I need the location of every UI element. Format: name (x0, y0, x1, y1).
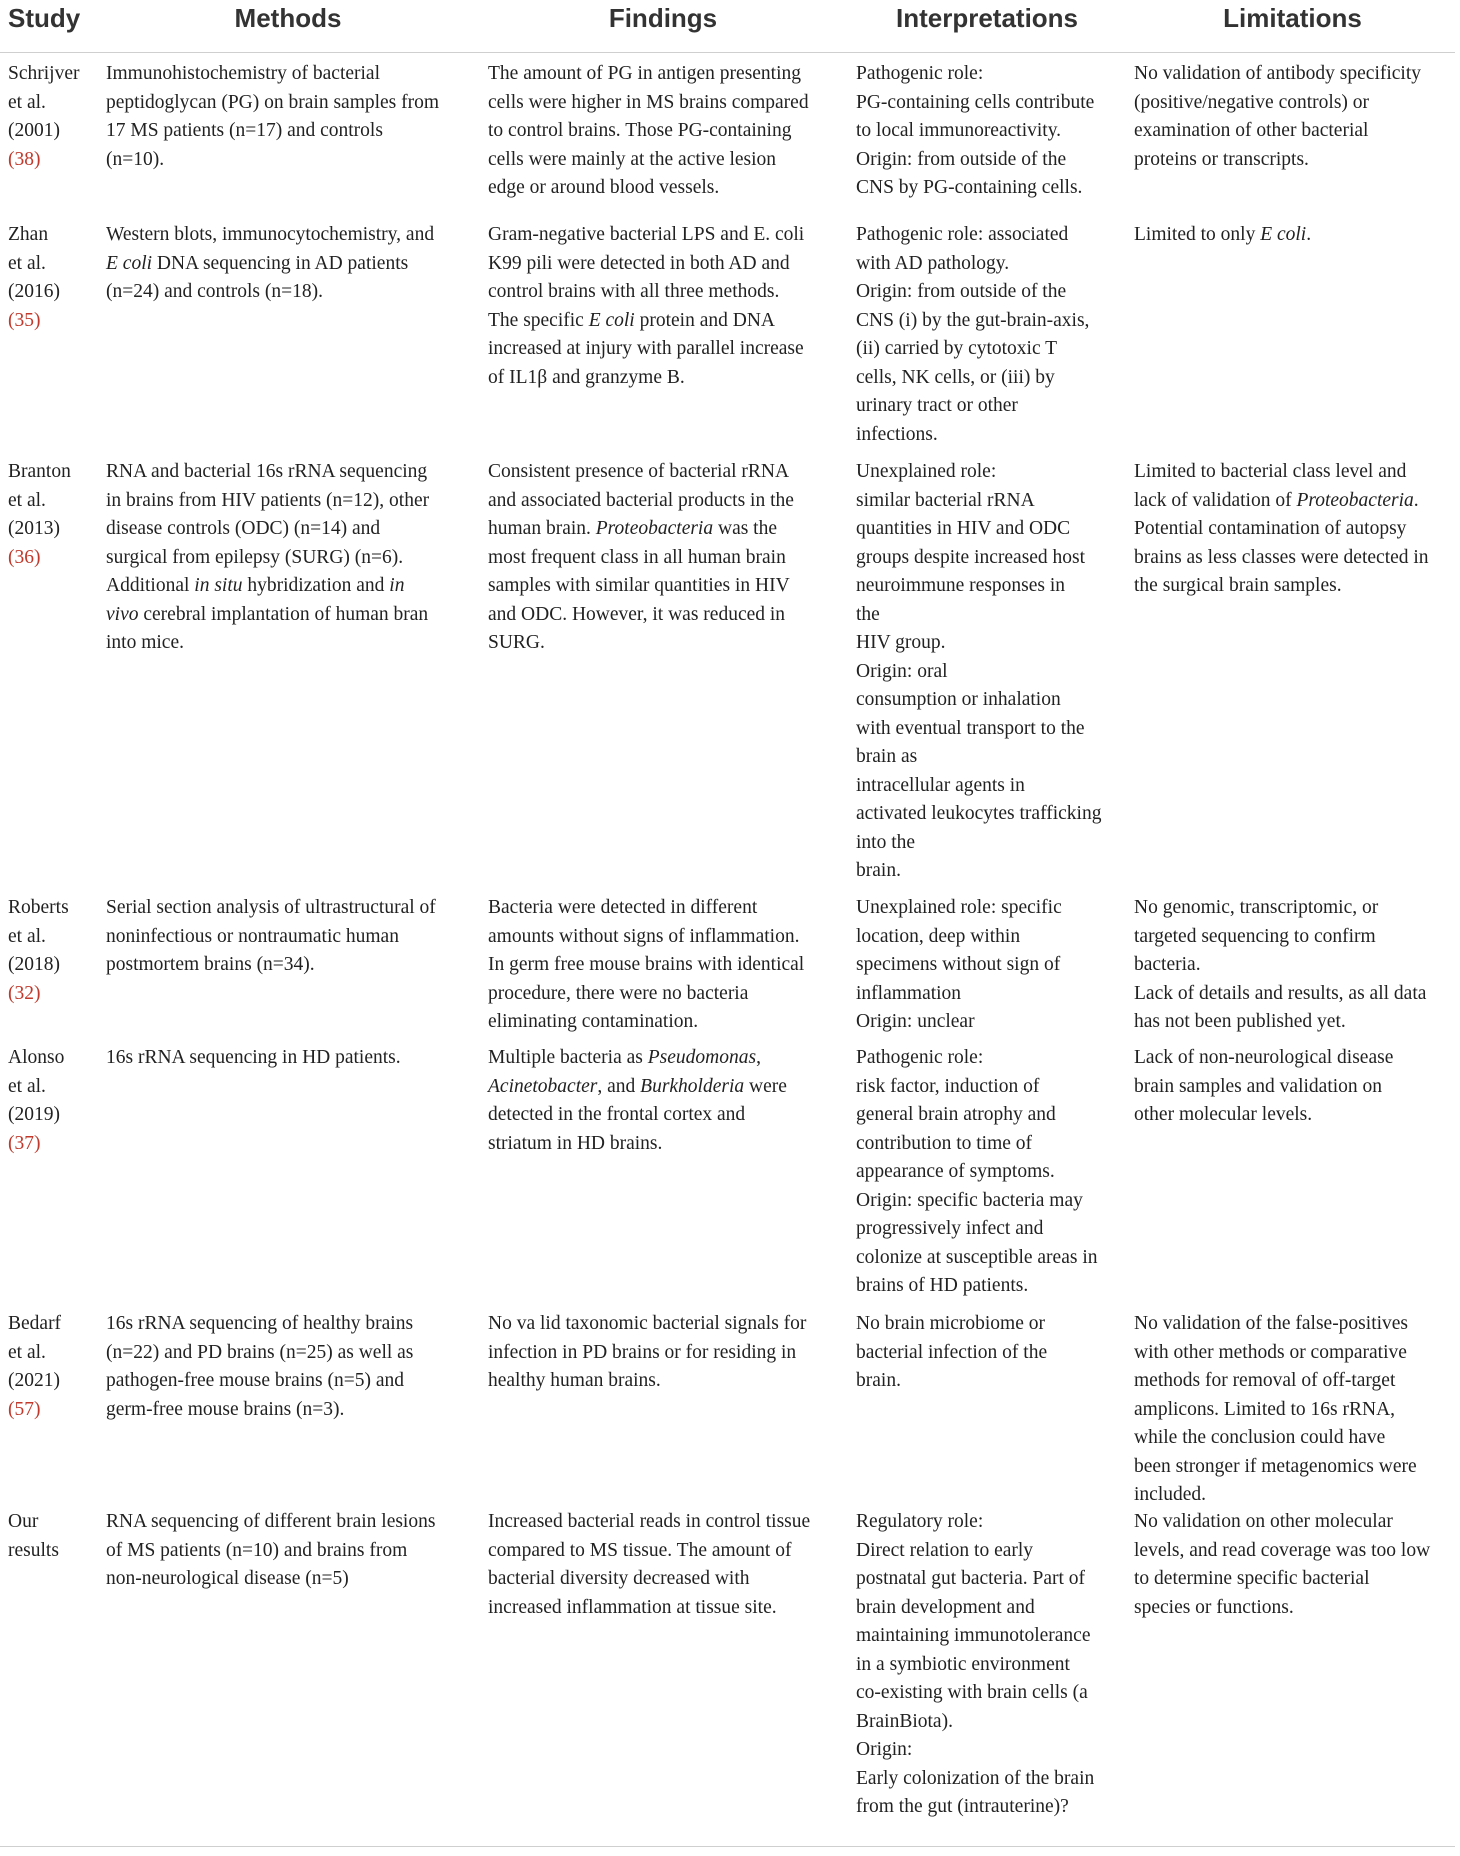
table-bottom-rule (0, 1846, 1455, 1847)
methods-cell: Serial section analysis of ultrastructural of noninfectious or nontraumatic human postmortem brains (n=34). (106, 897, 436, 975)
header-methods: Methods (234, 3, 342, 33)
reference-link[interactable]: (37) (8, 1132, 41, 1154)
interpretations-cell: Unexplained role: similar bacterial rRNA quantities in HIV and ODC groups despite increased host neuroimmune responses in the HIV group. Origin: oral consumption or inhalation with eventual transport to the brain as intracellular agents in activated leukocytes trafficking into the brain. (856, 461, 1102, 881)
interpretations-cell: Pathogenic role: risk factor, induction of general brain atrophy and contribution to time of appearance of symptoms. Origin: specific bacteria may progressively infect and colonize at susceptible areas in brains of HD patients. (856, 1047, 1098, 1296)
header-divider (0, 52, 1455, 53)
study-cell (8, 1508, 100, 1565)
methods-cell: 16s rRNA sequencing in HD patients. (106, 1047, 401, 1068)
findings-cell: Multiple bacteria as Pseudomonas, Acinetobacter, and Burkholderia were detected in the frontal cortex and striatum in HD brains. (488, 1047, 787, 1154)
interpretations-cell: No brain microbiome or bacterial infection of the brain. (856, 1313, 1048, 1391)
findings-cell: Consistent presence of bacterial rRNA and associated bacterial products in the human brain. Proteobacteria was the most frequent class in all human brain samples with similar quantities in HIV and ODC. However, it was reduced in SURG. (488, 461, 794, 653)
header-interpretations: Interpretations (895, 3, 1079, 33)
study-name: Bedarf et al. (2021) (8, 1313, 62, 1391)
study-name: Branton et al. (2013) (8, 461, 71, 539)
methods-cell: RNA and bacterial 16s rRNA sequencing in brains from HIV patients (n=12), other disease controls (ODC) (n=14) and surgical from epilepsy (SURG) (n=6). Additional in situ hybridization and in vivo cerebral implantation of human bran into mice. (106, 461, 430, 653)
limitations-cell: No genomic, transcriptomic, or targeted sequencing to confirm bacteria. Lack of details and results, as all data has not been published yet. (1134, 897, 1427, 1032)
interpretations-cell: Pathogenic role: associated with AD pathology. Origin: from outside of the CNS (i) by the gut-brain-axis, (ii) carried by cytotoxic T cells, NK cells, or (iii) by urinary tract or other infections. (856, 224, 1090, 445)
limitations-cell: No validation of antibody specificity (positive/negative controls) or examination of other bacterial proteins or transcripts. (1134, 63, 1422, 170)
header-limitations: Limitations (1223, 3, 1362, 33)
reference-link[interactable]: (36) (8, 546, 41, 568)
study-name: Schrijver et al. (2001) (8, 63, 80, 141)
methods-cell: RNA sequencing of different brain lesions of MS patients (n=10) and brains from non-neurological disease (n=5) (106, 1511, 436, 1589)
methods-cell: 16s rRNA sequencing of healthy brains (n=22) and PD brains (n=25) as well as pathogen-free mouse brains (n=5) and germ-free mouse brains (n=3). (106, 1313, 414, 1420)
interpretations-cell: Unexplained role: specific location, deep within specimens without sign of inflammation Origin: unclear (856, 897, 1062, 1032)
interpretations-cell: Pathogenic role: PG-containing cells contribute to local immunoreactivity. Origin: from outside of the CNS by PG-containing cells. (856, 63, 1095, 198)
interpretations-cell: Regulatory role: Direct relation to early postnatal gut bacteria. Part of brain development and maintaining immunotolerance in a symbiotic environment co-existing with brain cells (a BrainBiota). Origin: Early colonization of the brain from the gut (intrauterine)? (856, 1511, 1095, 1817)
findings-cell: No va lid taxonomic bacterial signals for infection in PD brains or for residing in healthy human brains. (488, 1313, 807, 1391)
study-name: Roberts et al. (2018) (8, 897, 69, 975)
study-cell (8, 1044, 100, 1158)
study-cell (8, 894, 100, 1008)
reference-link[interactable]: (38) (8, 148, 41, 170)
limitations-cell: Lack of non-neurological disease brain samples and validation on other molecular levels. (1134, 1047, 1394, 1125)
limitations-cell: Limited to bacterial class level and lack of validation of Proteobacteria. Potential contamination of autopsy brains as less classes were detected in the surgical brain samples. (1134, 461, 1429, 596)
header-findings: Findings (608, 3, 718, 33)
study-cell (8, 221, 100, 335)
reference-link[interactable]: (32) (8, 982, 41, 1004)
study-cell (8, 1310, 100, 1424)
study-cell (8, 60, 100, 174)
limitations-cell: No validation on other molecular levels, and read coverage was too low to determine specific bacterial species or functions. (1134, 1511, 1431, 1618)
study-cell (8, 458, 100, 572)
study-name: Our results (8, 1511, 59, 1561)
study-name: Zhan et al. (2016) (8, 224, 60, 302)
methods-cell: Western blots, immunocytochemistry, and E coli DNA sequencing in AD patients (n=24) and controls (n=18). (106, 224, 435, 302)
reference-link[interactable]: (35) (8, 309, 41, 331)
findings-cell: The amount of PG in antigen presenting cells were higher in MS brains compared to control brains. Those PG-containing cells were mainly at the active lesion edge or around blood vessels. (488, 63, 809, 198)
limitations-cell: No validation of the false-positives with other methods or comparative methods for removal of off-target amplicons. Limited to 16s rRNA, while the conclusion could have been stronger if metagenomics were included. (1134, 1313, 1417, 1505)
limitations-cell: Limited to only E coli. (1134, 224, 1312, 245)
reference-link[interactable]: (57) (8, 1398, 41, 1420)
findings-cell: Gram-negative bacterial LPS and E. coli K99 pili were detected in both AD and control brains with all three methods. The specific E coli protein and DNA increased at injury with parallel increase of IL1β and granzyme B. (488, 224, 805, 388)
findings-cell: Bacteria were detected in different amounts without signs of inflammation. In germ free mouse brains with identical procedure, there were no bacteria eliminating contamination. (488, 897, 805, 1032)
header-study: Study (8, 3, 81, 33)
findings-cell: Increased bacterial reads in control tissue compared to MS tissue. The amount of bacterial diversity decreased with increased inflammation at tissue site. (488, 1511, 811, 1618)
study-name: Alonso et al. (2019) (8, 1047, 65, 1125)
methods-cell: Immunohistochemistry of bacterial peptidoglycan (PG) on brain samples from 17 MS patients (n=17) and controls (n=10). (106, 63, 440, 170)
